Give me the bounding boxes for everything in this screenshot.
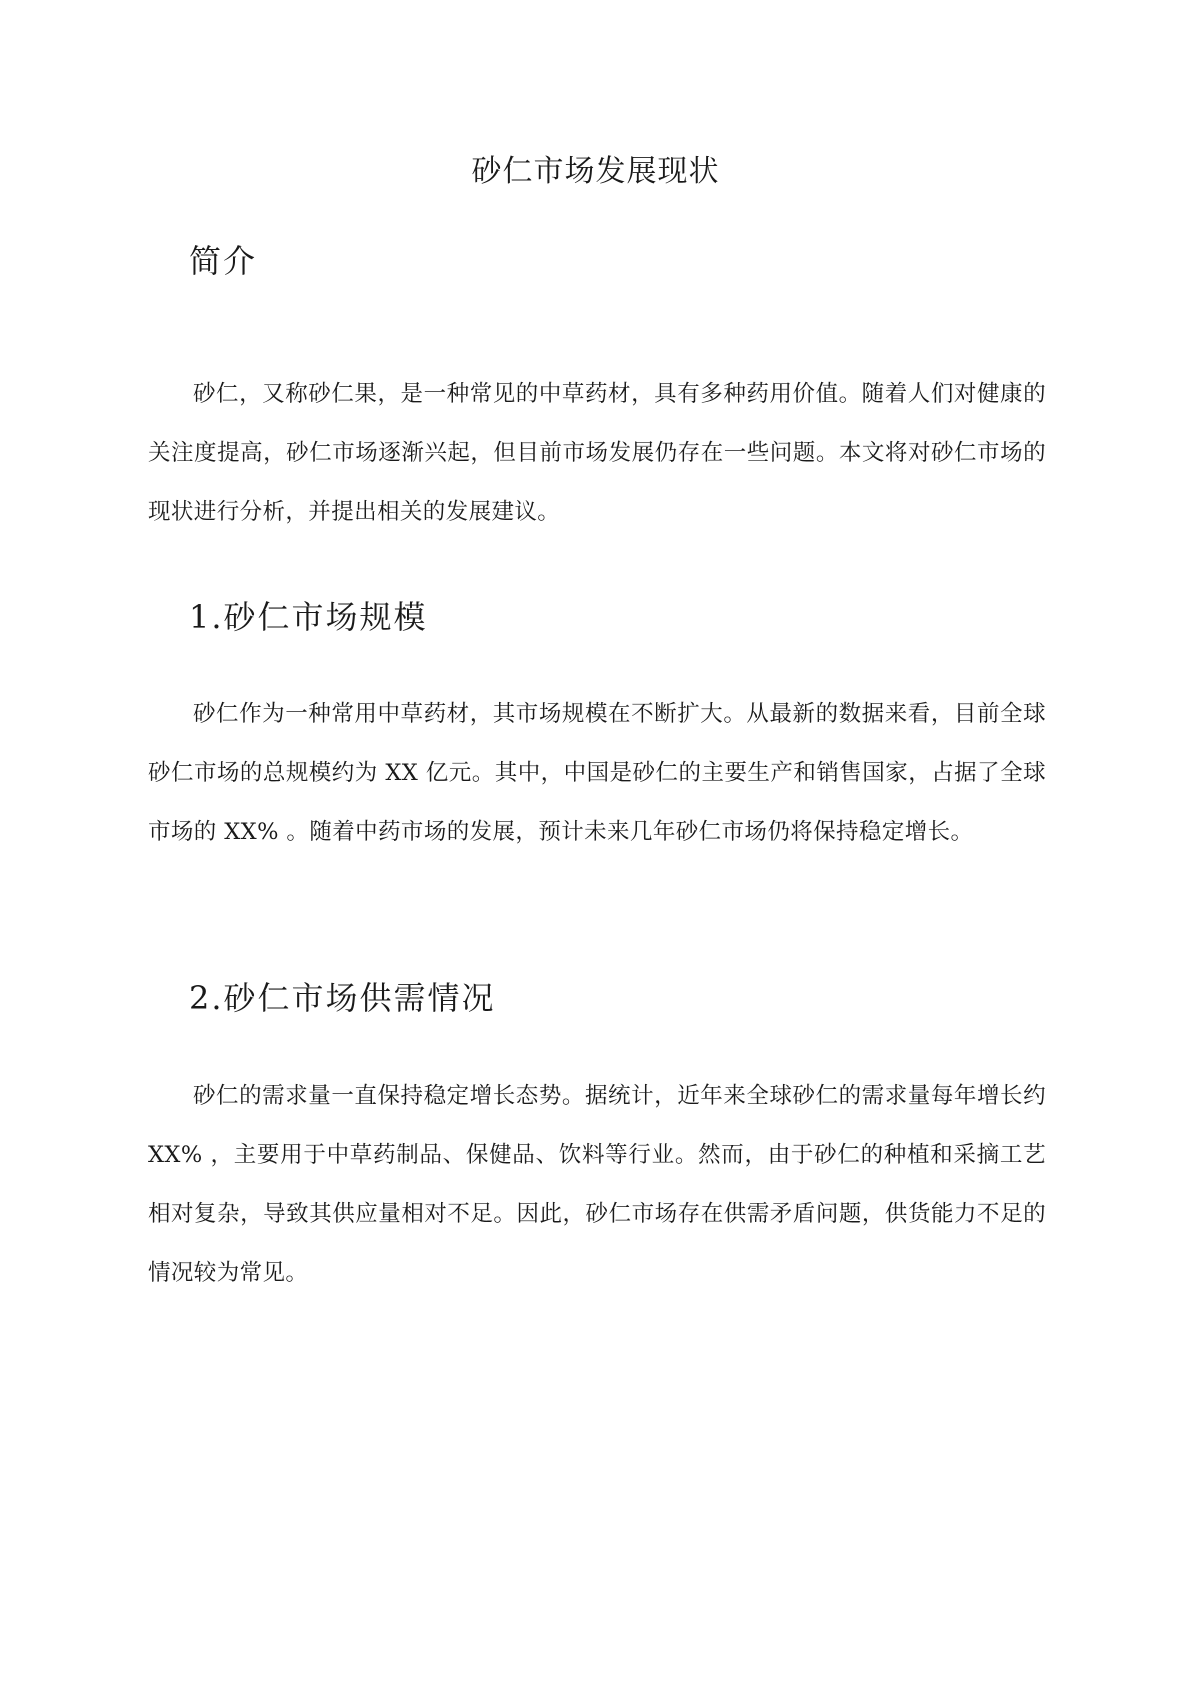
section-heading-intro: 简介: [189, 242, 258, 280]
section-heading-supply-demand: 2.砂仁市场供需情况: [189, 979, 496, 1017]
section-paragraph-market-size: 砂仁作为一种常用中草药材，其市场规模在不断扩大。从最新的数据来看，目前全球砂仁市场的总规模约为 XX 亿元。其中，中国是砂仁的主要生产和销售国家，占据了全球市场的 XX% 。随着中药市场的发展，预计未来几年砂仁市场仍将保持稳定增长。: [148, 701, 1046, 845]
page-title: 砂仁市场发展现状: [471, 154, 720, 189]
section-heading-market-size: 1.砂仁市场规模: [189, 598, 428, 636]
section-paragraph-intro: 砂仁，又称砂仁果，是一种常见的中草药材，具有多种药用价值。随着人们对健康的关注度提高，砂仁市场逐渐兴起，但目前市场发展仍存在一些问题。本文将对砂仁市场的现状进行分析，并提出相关的发展建议。: [148, 381, 1046, 525]
section-paragraph-supply-demand: 砂仁的需求量一直保持稳定增长态势。据统计，近年来全球砂仁的需求量每年增长约 XX% ，主要用于中草药制品、保健品、饮料等行业。然而，由于砂仁的种植和采摘工艺相对复杂，导致其供应量相对不足。因此，砂仁市场存在供需矛盾问题，供货能力不足的情况较为常见。: [148, 1083, 1046, 1286]
